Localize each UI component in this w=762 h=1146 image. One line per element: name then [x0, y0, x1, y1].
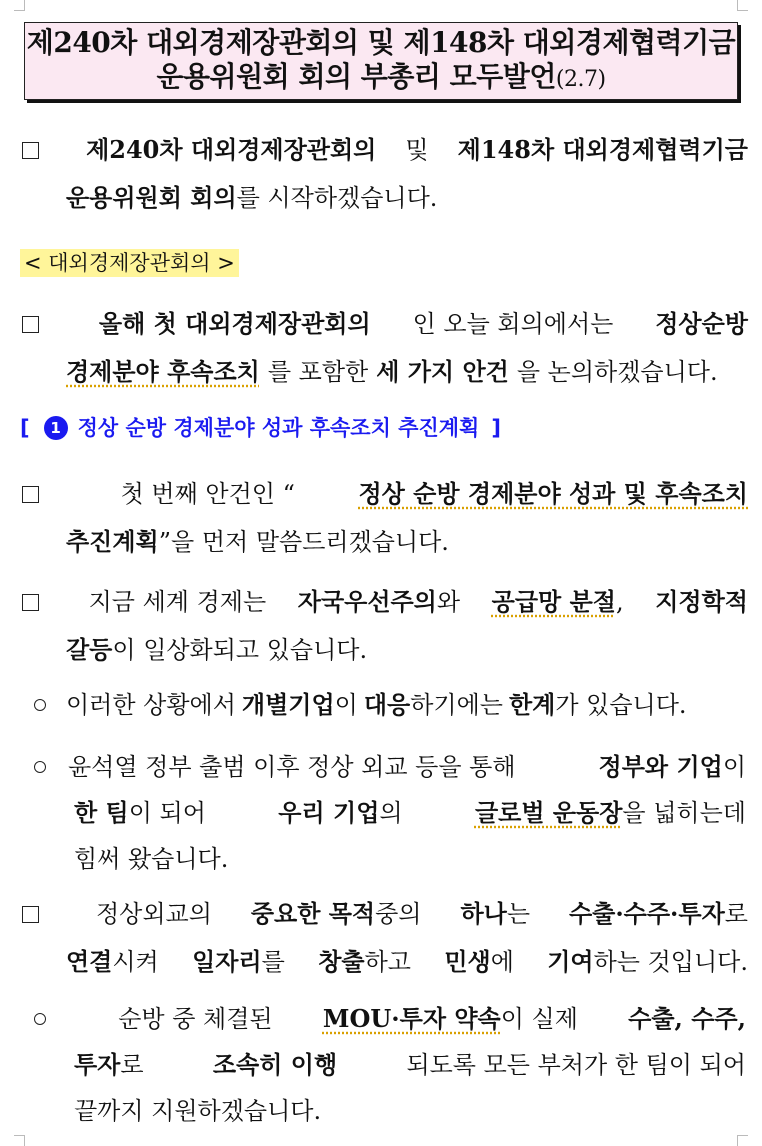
checkbox-bullet-icon: [22, 594, 39, 611]
checkbox-bullet-icon: [22, 486, 39, 503]
text-line: [34, 682, 746, 728]
text-bold: 투자: [74, 1050, 121, 1079]
page-corner-mark: [737, 1135, 748, 1146]
text-bold: 조속히 이행: [212, 1050, 338, 1079]
text-bold: 경제분야 후속조치: [66, 357, 260, 386]
text-bold: 제148차 대외경제협력기금: [457, 135, 748, 164]
text-bold: 대응: [363, 690, 411, 719]
text-line: [34, 996, 746, 1042]
text-bold: 한 팀: [74, 798, 129, 827]
text: 을 넓히는데: [622, 799, 746, 827]
circle-bullet-icon: [34, 699, 46, 711]
page-corner-mark: [14, 1135, 25, 1146]
text: ,: [615, 588, 624, 616]
text: 끝까지 지원하겠습니다.: [74, 1097, 322, 1125]
agenda-heading: [20, 412, 501, 444]
text: 윤석열 정부 출범 이후 정상 외교 등을 통해: [68, 753, 516, 781]
text-bold: 기여: [547, 947, 594, 976]
text: 로: [120, 1051, 144, 1079]
paragraph-first-item: [22, 470, 748, 566]
text-bold: 공급망 분절: [491, 587, 616, 616]
text: 이 일상화되고 있습니다.: [112, 636, 368, 664]
text: 가 있습니다.: [555, 691, 687, 719]
text-line: [22, 300, 748, 348]
text: 이: [334, 691, 358, 719]
text-bold: 연결: [66, 947, 113, 976]
text: 지금 세계 경제는: [88, 588, 267, 616]
text-bold: 중요한 목적: [250, 899, 376, 928]
title-line-2: [156, 60, 605, 97]
text: 를 포함한: [267, 358, 369, 386]
section-tag: < 대외경제장관회의 >: [20, 249, 239, 277]
text-bold: 정상순방: [655, 309, 748, 338]
text: 에: [490, 948, 514, 976]
text: 정상외교의: [95, 900, 212, 928]
text: 인 오늘 회의에서는: [412, 310, 614, 338]
title-line-1: 제240차 대외경제장관회의 및 제148차 대외경제협력기금: [26, 25, 736, 59]
page-corner-mark: [737, 0, 748, 11]
text: 의: [379, 799, 403, 827]
number-badge: 1: [44, 416, 68, 440]
text-bold: 수출·수주·투자: [568, 899, 725, 928]
paragraph-agenda: [22, 300, 748, 396]
text: 하는 것입니다.: [593, 948, 748, 976]
text-bold: 운용위원회 회의: [66, 183, 237, 212]
text: 되도록 모든 부처가 한 팀이 되어: [406, 1051, 746, 1079]
bracket: [: [20, 416, 30, 440]
checkbox-bullet-icon: [22, 316, 39, 333]
text-bold: 제240차 대외경제장관회의: [86, 135, 377, 164]
text-line: [22, 938, 748, 986]
text-bold: 추진계획: [66, 527, 159, 556]
sub-item-mou: [34, 996, 746, 1134]
paragraph-opening: [22, 126, 748, 222]
text: 하고: [364, 948, 411, 976]
text-line: [34, 1042, 746, 1088]
checkbox-bullet-icon: [22, 906, 39, 923]
text: 힘써 왔습니다.: [74, 845, 229, 873]
text: 를 시작하겠습니다.: [236, 184, 438, 212]
text: 중의: [375, 900, 422, 928]
text-bold: 민생: [444, 947, 491, 976]
text-line: [22, 518, 748, 566]
text-bold: 한계: [508, 690, 556, 719]
text-line: [22, 890, 748, 938]
text-bold: 일자리: [192, 947, 262, 976]
bracket: ]: [491, 416, 501, 440]
text-bold: 하나: [460, 899, 507, 928]
text: 를: [261, 948, 285, 976]
text-bold: MOU·투자 약속: [322, 1004, 501, 1033]
text-bold: 정상 순방 경제분야 성과 및 후속조치: [358, 479, 748, 508]
text-bold: 개별기업: [241, 690, 335, 719]
text-bold: 창출: [318, 947, 365, 976]
title-main: 운용위원회 회의 부총리 모두발언: [156, 59, 556, 93]
sub-item-one-team: [34, 744, 746, 882]
text-line: [22, 626, 748, 674]
text-line: [22, 174, 748, 222]
text: 이러한 상황에서: [66, 691, 236, 719]
text: 이: [722, 753, 746, 781]
text: 로: [724, 900, 748, 928]
text: 및: [405, 136, 429, 164]
heading-text: 정상 순방 경제분야 성과 후속조치 추진계획: [77, 416, 480, 440]
text-bold: 수출, 수주,: [628, 1004, 746, 1033]
text-bold: 갈등: [66, 635, 113, 664]
text: 하기에는: [410, 691, 503, 719]
text-bold: 올해 첫 대외경제장관회의: [98, 309, 371, 338]
checkbox-bullet-icon: [22, 142, 39, 159]
text-line: [34, 790, 746, 836]
text-line: [22, 348, 748, 396]
text: 이 되어: [128, 799, 206, 827]
text-bold: 우리 기업: [278, 798, 380, 827]
text-bold: 정부와 기업: [598, 752, 723, 781]
text-bold: 세 가지 안건: [376, 357, 509, 386]
text-line: [34, 1088, 746, 1134]
text: 는: [506, 900, 530, 928]
text: 첫 번째 안건인 “: [120, 480, 295, 508]
text-line: [22, 470, 748, 518]
text-line: [22, 126, 748, 174]
sub-item-limits: [34, 682, 746, 728]
paragraph-world-economy: [22, 578, 748, 674]
circle-bullet-icon: [34, 761, 46, 773]
text: ”을 먼저 말씀드리겠습니다.: [158, 528, 449, 556]
text-bold: 글로벌 운동장: [474, 798, 623, 827]
text: 이 실제: [500, 1005, 578, 1033]
document-title-box: [24, 22, 738, 100]
page-corner-mark: [14, 0, 25, 11]
text-bold: 지정학적: [655, 587, 748, 616]
title-date: (2.7): [555, 66, 606, 92]
text-bold: 자국우선주의: [297, 587, 437, 616]
text: 순방 중 체결된: [118, 1005, 273, 1033]
text-line: [22, 578, 748, 626]
circle-bullet-icon: [34, 1013, 46, 1025]
text-line: [34, 744, 746, 790]
text-line: [34, 836, 746, 882]
text: 와: [436, 588, 461, 616]
text: 을 논의하겠습니다.: [516, 358, 718, 386]
text: 시켜: [112, 948, 159, 976]
paragraph-summit-diplomacy: [22, 890, 748, 986]
